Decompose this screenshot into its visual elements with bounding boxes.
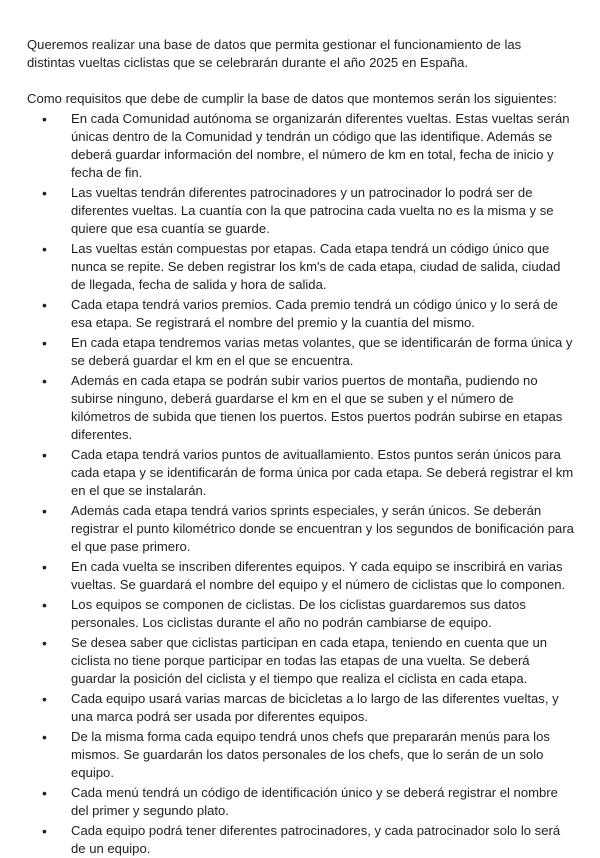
bullet-icon: • xyxy=(42,335,47,351)
bullet-icon: • xyxy=(42,185,47,201)
requirement-text: Cada equipo usará varias marcas de bicicletas a lo largo de las diferentes vueltas, y una marca podrá ser usada por diferentes equipos. xyxy=(71,691,559,724)
requirement-item xyxy=(27,372,575,444)
requirement-item xyxy=(27,784,575,820)
requirement-text: De la misma forma cada equipo tendrá unos chefs que prepararán menús para los mismos. Se guardarán los datos personales de los chefs, que lo serán de un solo equipo. xyxy=(71,729,550,780)
bullet-icon: • xyxy=(42,559,47,575)
requirement-text: Cada menú tendrá un código de identificación único y se deberá registrar el nombre del primer y segundo plato. xyxy=(71,785,558,818)
requirement-item xyxy=(27,184,575,238)
requirement-item xyxy=(27,240,575,294)
intro-line-2: distintas vueltas ciclistas que se celebrarán durante el año 2025 en España. xyxy=(27,55,469,70)
requirement-text: Además cada etapa tendrá varios sprints especiales, y serán únicos. Se deberán registrar el punto kilométrico donde se encuentran y los segundos de bonificación para el que pase primero. xyxy=(71,503,574,554)
bullet-icon: • xyxy=(42,447,47,463)
requirement-item xyxy=(27,558,575,594)
requirement-item xyxy=(27,690,575,726)
bullet-icon: • xyxy=(42,297,47,313)
requirement-text: Las vueltas están compuestas por etapas. Cada etapa tendrá un código único que nunca se repite. Se deben registrar los km's de cada etapa, ciudad de salida, ciudad de llegada, fecha de salida y hora de salida. xyxy=(71,241,561,292)
bullet-icon: • xyxy=(42,823,47,839)
bullet-icon: • xyxy=(42,241,47,257)
bullet-icon: • xyxy=(42,597,47,613)
bullet-icon: • xyxy=(42,503,47,519)
requirement-text: Cada etapa tendrá varios puntos de avituallamiento. Estos puntos serán únicos para cada etapa y se identificarán de forma única por cada etapa. Se deberá registrar el km en el que se instalarán. xyxy=(71,447,574,498)
bullet-icon: • xyxy=(42,373,47,389)
requirement-item xyxy=(27,596,575,632)
bullet-icon: • xyxy=(42,729,47,745)
intro-line-1: Queremos realizar una base de datos que permita gestionar el funcionamiento de las xyxy=(27,37,522,52)
requirement-text: Las vueltas tendrán diferentes patrocinadores y un patrocinador lo podrá ser de diferentes vueltas. La cuantía con la que patrocina cada vuelta no es la misma y se quiere que esa cuantía se guarde. xyxy=(71,185,554,236)
requirement-item xyxy=(27,446,575,500)
requirement-item xyxy=(27,822,575,858)
requirement-text: Cada etapa tendrá varios premios. Cada premio tendrá un código único y lo será de esa etapa. Se registrará el nombre del premio y la cuantía del mismo. xyxy=(71,297,558,330)
intro-paragraph xyxy=(27,36,575,72)
requirement-text: Los equipos se componen de ciclistas. De los ciclistas guardaremos sus datos personales. Los ciclistas durante el año no podrán cambiarse de equipo. xyxy=(71,597,526,630)
requirement-text: En cada Comunidad autónoma se organizarán diferentes vueltas. Estas vueltas serán únicas dentro de la Comunidad y tendrán un código que las identifique. Además se deberá guardar información del nombre, el número de km en total, fecha de inicio y fecha de fin. xyxy=(71,111,570,180)
document-page xyxy=(27,36,575,858)
requirement-text: Además en cada etapa se podrán subir varios puertos de montaña, pudiendo no subirse ninguno, deberá guardarse el km en el que se suben y el número de kilómetros de subida que tienen los puertos. Estos puertos podrán subirse en etapas diferentes. xyxy=(71,373,563,442)
requirements-list xyxy=(27,110,575,858)
requirement-text: En cada vuelta se inscriben diferentes equipos. Y cada equipo se inscribirá en varias vueltas. Se guardará el nombre del equipo y el número de ciclistas que lo componen. xyxy=(71,559,566,592)
bullet-icon: • xyxy=(42,111,47,127)
requirement-text: Cada equipo podrá tener diferentes patrocinadores, y cada patrocinador solo lo será de un equipo. xyxy=(71,823,561,856)
requirement-item xyxy=(27,296,575,332)
requirement-item xyxy=(27,634,575,688)
requirement-text: Se desea saber que ciclistas participan en cada etapa, teniendo en cuenta que un ciclista no tiene porque participar en todas las etapas de una vuelta. Se deberá guardar la posición del ciclista y el tiempo que realiza el ciclista en cada etapa. xyxy=(71,635,548,686)
bullet-icon: • xyxy=(42,691,47,707)
requirement-text: En cada etapa tendremos varias metas volantes, que se identificarán de forma única y se deberá guardar el km en el que se encuentra. xyxy=(71,335,573,368)
requirement-item xyxy=(27,728,575,782)
requirements-heading: Como requisitos que debe de cumplir la base de datos que montemos serán los siguientes: xyxy=(27,91,557,106)
bullet-icon: • xyxy=(42,635,47,651)
requirement-item xyxy=(27,110,575,182)
requirement-item xyxy=(27,334,575,370)
bullet-icon: • xyxy=(42,785,47,801)
requirement-item xyxy=(27,502,575,556)
